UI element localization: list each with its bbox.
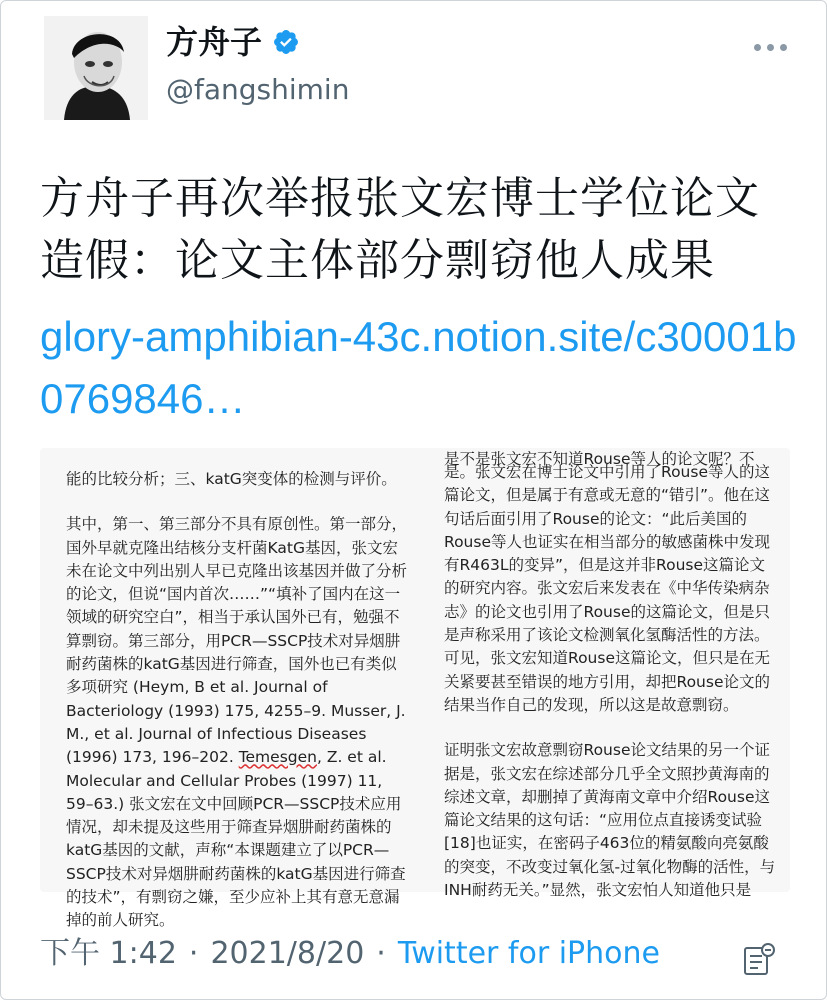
document-paragraph: 是。张文宏在博士论文中引用了Rouse等人的这篇论文，但是属于有意或无意的“错引”。他在这句话后面引用了Rouse的论文：“此后美国的Rouse等人也证实在相当部分的敏感菌株中发现有R463L的变异”，但是这并非Rouse这篇论文的研究内容。张文宏后来发表在《中华传染病杂志》的论文也引用了Rouse的这篇论文，但是只是声称采用了该论文检测氧化氢酶活性的方法。可见，张文宏知道Rouse这篇论文，但只是在无关紧要甚至错误的地方引用，却把Rouse论文的结果当作自己的发现，所以这是故意剽窃。 bbox=[444, 463, 771, 714]
user-handle[interactable]: @fangshimin bbox=[166, 73, 350, 106]
document-paragraph bbox=[66, 513, 411, 932]
author-name-row[interactable] bbox=[166, 23, 300, 61]
tweet-date[interactable]: 2021/8/20 bbox=[210, 936, 365, 971]
meta-separator: · bbox=[376, 936, 386, 971]
cut-off-line: 是不是张文宏不知道Rouse等人的论文呢？不 bbox=[444, 450, 755, 468]
more-options-button[interactable] bbox=[754, 44, 787, 51]
verified-badge-icon bbox=[272, 28, 300, 56]
avatar-portrait-icon bbox=[44, 16, 148, 120]
document-paragraph: 证明张文宏故意剽窃Rouse论文结果的另一个证据是，张文宏在综述部分几乎全文照抄黄海南的综述文章，却删掉了黄海南文章中介绍Rouse这篇论文结果的这句话：“应用位点直接诱变试验[18]也证实，在密码子463位的精氨酸向亮氨酸的突变，不改变过氧化氢-过氧化物酶的活性，与INH耐药无关。”显然，张文宏怕人知道他只是 bbox=[444, 741, 776, 900]
spellcheck-word: Temesgen bbox=[238, 748, 317, 767]
tweet-source[interactable]: Twitter for iPhone bbox=[397, 936, 660, 971]
tweet-meta bbox=[40, 934, 660, 974]
more-dot-icon bbox=[767, 44, 774, 51]
meta-separator: · bbox=[188, 936, 199, 971]
analytics-icon[interactable] bbox=[743, 942, 775, 976]
tweet-text: 方舟子再次举报张文宏博士学位论文造假：论文主体部分剽窃他人成果 bbox=[40, 173, 760, 286]
attached-image[interactable] bbox=[40, 448, 790, 930]
document-text: , Z. et al. Molecular and Cellular Probes (1997) 11, 59–63.) 张文宏在文中回顾PCR—SSCP技术应用情况，却未提及这些用于筛查异烟肼耐药菌株的katG基因的文献，声称“本课题建立了以PCR—SSCP技术对异烟肼耐药菌株的katG基因进行筛查的技术”，有剽窃之嫌，至少应补上其有意无意漏掉的前人研究。 bbox=[66, 748, 406, 930]
tweet-time[interactable]: 下午 1:42 bbox=[40, 936, 177, 971]
document-text: 其中，第一、第三部分不具有原创性。第一部分，国外早就克隆出结核分支杆菌KatG基因，张文宏未在论文中列出别人早已克隆出该基因并做了分析的论文，但说“国内首次……”“填补了国内在这一领域的研究空白”，相当于承认国外已有，勉强不算剽窃。第三部分，用PCR—SSCP技术对异烟肼耐药菌株的katG基因进行筛查，国外也已有类似多项研究 (Heym, B et al. Journal of Bacteriology (1993) 175, 4255–9. Musser, J. M., et al. Journal of Infectious Diseases (1996) 173, 196–202. bbox=[66, 515, 411, 767]
avatar[interactable] bbox=[44, 16, 148, 120]
document-right-column bbox=[444, 450, 776, 900]
document-left-column bbox=[66, 468, 411, 930]
display-name[interactable]: 方舟子 bbox=[166, 23, 263, 61]
more-dot-icon bbox=[754, 44, 761, 51]
tweet-link[interactable]: glory-amphibian-43c.notion.site/c30001b0769846… bbox=[40, 313, 797, 422]
document-paragraph: 能的比较分析；三、katG突变体的检测与评价。 bbox=[66, 470, 397, 488]
more-dot-icon bbox=[780, 44, 787, 51]
